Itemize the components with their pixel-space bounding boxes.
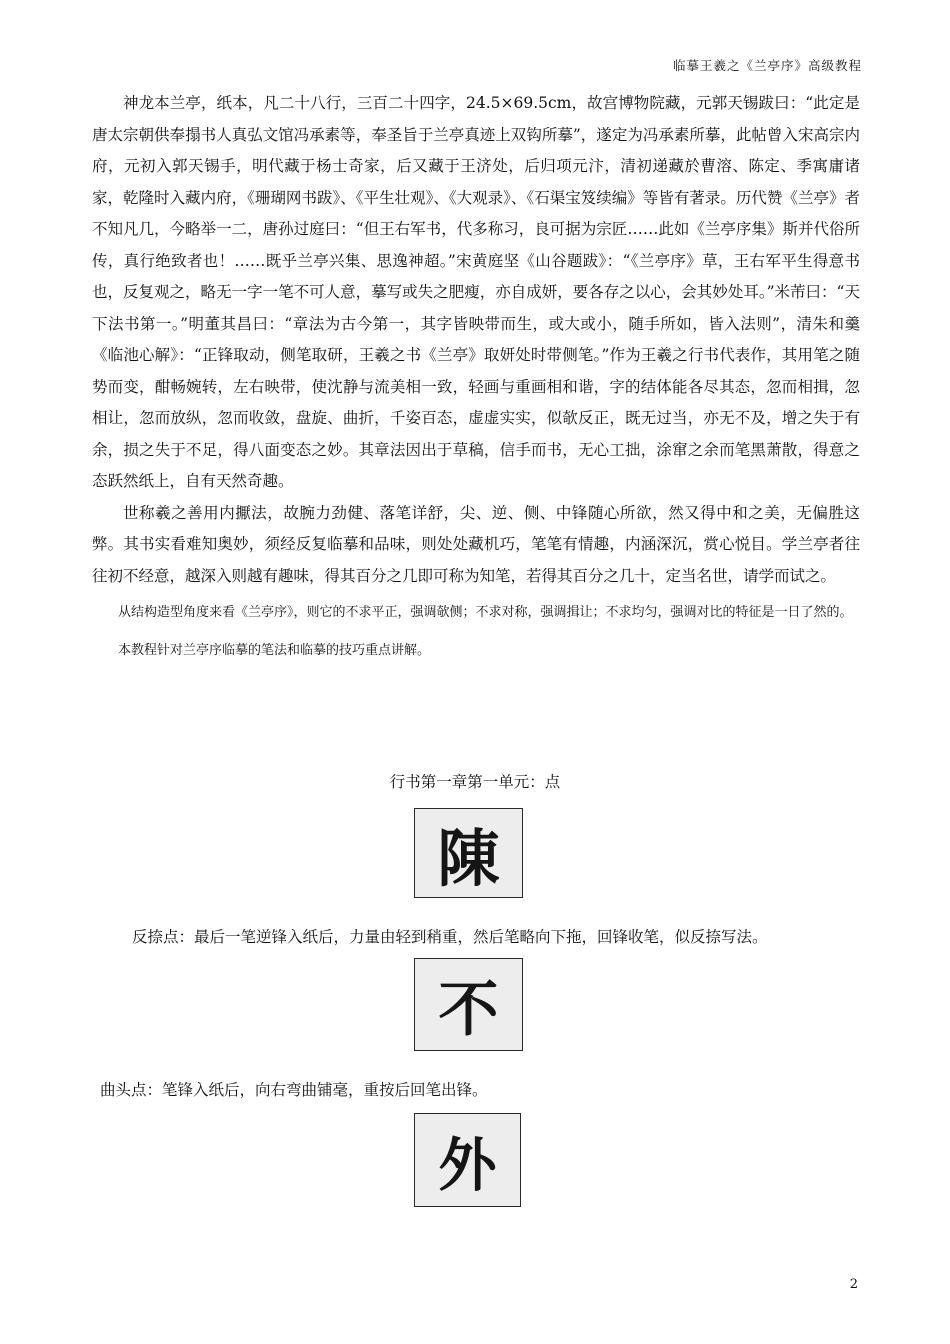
- calligraphy-example-wai: [414, 1113, 521, 1207]
- paragraph-history: 神龙本兰亭，纸本，凡二十八行，三百二十四字，24.5×69.5cm，故宫博物院藏，元郭天锡跋曰：“此定是唐太宗朝供奉搨书人真弘文馆冯承素等，奉圣旨于兰亭真迹上双钩所摹”，遂定为冯承素所摹，此帖曾入宋高宗内府，元初入郭天锡手，明代藏于杨士奇家，后又藏于王济处，后归项元汴，清初递藏於曹溶、陈定、季寓庸诸家，乾隆时入藏内府，《珊瑚网书跋》、《平生壮观》、《大观录》、《石渠宝笈续编》等皆有著录。历代赞《兰亭》者不知凡几，今略举一二，唐孙过庭曰：“但王右军书，代多称习，良可据为宗匠……此如《兰亭序集》斯并代俗所传，真行绝致者也！……既乎兰亭兴集、思逸神超。”宋黄庭坚《山谷题跋》：“《兰亭序》草，王右军平生得意书也，反复观之，略无一字一笔不可人意，摹写或失之肥瘦，亦自成妍，要各存之以心，会其妙处耳。”米芾曰：“天下法书第一。”明董其昌曰：“章法为古今第一，其字皆映带而生，或大或小，随手所如，皆入法则”，清朱和羹《临池心解》：“正锋取动，侧笔取研，王羲之书《兰亭》取妍处时带侧笔。”作为王羲之行书代表作，其用笔之随势而变，酣畅婉转，左右映带，使沈静与流美相一致，轻画与重画相和谐，字的结体能各尽其态，忽而相揖，忽相让，忽而放纵，忽而收敛，盘旋、曲折，千姿百态，虚虚实实，似欹反正，既无过当，亦无不及，增之失于有余，损之失于不足，得八面变态之妙。其章法因出于草稿，信手而书，无心工拙，涂窜之余而笔黑萧散，得意之态跃然纸上，自有天然奇趣。: [92, 94, 860, 490]
- calligraphy-glyph: 陳: [437, 821, 500, 895]
- caption-reverse-dot: 反捺点：最后一笔逆锋入纸后，力量由轻到稍重，然后笔略向下拖，回锋收笔，似反捺写法。: [132, 928, 768, 946]
- body-text: [92, 88, 860, 658]
- paragraph-tutorial-intro: 本教程针对兰亭序临摹的笔法和临摹的技巧重点讲解。: [118, 643, 431, 658]
- section-heading: 行书第一章第一单元：点: [389, 773, 561, 791]
- paragraph-structure: 从结构造型角度来看《兰亭序》，则它的不求平正，强调欹侧；不求对称，强调揖让；不求均匀，强调对比的特征是一日了然的。: [118, 605, 853, 620]
- calligraphy-glyph: 不: [438, 974, 499, 1045]
- calligraphy-example-bu: [414, 958, 523, 1051]
- running-header: 临摹王羲之《兰亭序》高级教程: [672, 58, 862, 73]
- calligraphy-example-chen: [414, 808, 523, 898]
- page-number: 2: [849, 1277, 858, 1292]
- calligraphy-glyph: 外: [438, 1131, 497, 1199]
- paragraph-technique: 世称羲之善用内擫法，故腕力劲健、落笔详舒，尖、逆、侧、中锋随心所欲，然又得中和之美，无偏胜这弊。其书实看难知奥妙，须经反复临摹和品味，则处处藏机巧，笔笔有情趣，内涵深沉，赏心悦目。学兰亭者往往初不经意，越深入则越有趣味，得其百分之几即可称为知笔，若得其百分之几十，定当名世，请学而试之。: [92, 503, 860, 585]
- caption-curved-dot: 曲头点：笔锋入纸后，向右弯曲铺毫，重按后回笔出锋。: [100, 1081, 488, 1099]
